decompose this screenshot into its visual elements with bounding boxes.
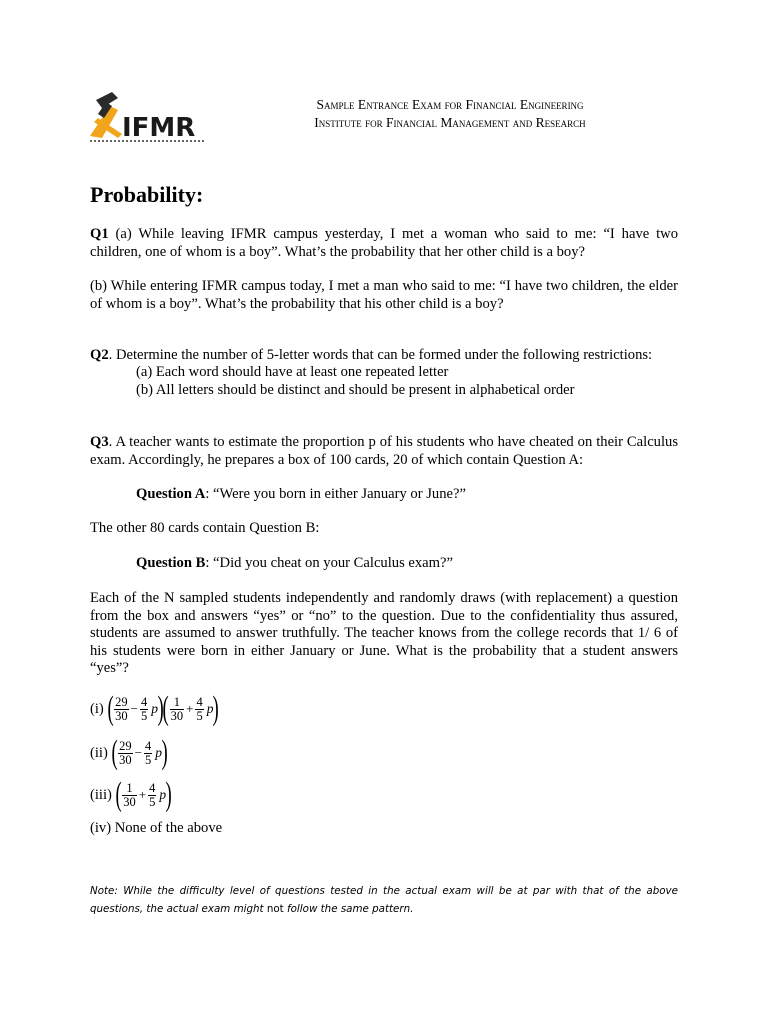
q3-text: Q3. A teacher wants to estimate the proportion p of his students who have cheated on their Calculus exam. Accordingly, he prepares a box of 100 cards, 20 of which contain Question A: [90,434,678,468]
option-i: (i) ( $\frac{29}{30}$ − $\frac{4}{5}$ p ) ( $\frac{1}{30}$ + $\frac{4}{5}$ p ) [90,690,220,727]
question-a: Question A: “Were you born in either January or June?” [136,486,466,502]
footer-note: Note: While the difficulty level of questions tested in the actual exam will be at par with that of the above questions, the actual exam might not follow the same pattern. [90,885,678,915]
option-iii: (iii) ( $\frac{1}{30}$ + $\frac{4}{5}$ p ) [90,776,172,813]
header-institute: Institute for Financial Management and Research [314,115,586,130]
q3-body: Each of the N sampled students independently and randomly draws (with replacement) a question from the box and answers “yes” or “no” to the question. Due to the confidentiality thus assured, students are assumed to answer truthfully. The teacher knows from the college records that 1/ 6 of his students were born in either January or June. What is the probability that a student answers “yes”? [90,590,678,676]
q1-part-a: Q1 (a) While leaving IFMR campus yesterday, I met a woman who said to me: “I have two children, one of whom is a boy”. What’s the probability that her other child is a boy? [90,226,678,260]
section-title: Probability: [90,182,204,207]
svg-text:IFMR: IFMR [122,113,196,143]
q3-other-cards: The other 80 cards contain Question B: [90,520,320,536]
q1-label: Q1 [90,226,109,242]
option-iv: (iv) None of the above [90,820,223,836]
header-exam-title: Sample Entrance Exam for Financial Engineering [316,97,584,112]
question-b: Question B: “Did you cheat on your Calculus exam?” [136,555,453,571]
q2-part-b: (b) All letters should be distinct and should be present in alphabetical order [136,382,575,398]
q3-label: Q3 [90,434,109,450]
option-ii: (ii) ( $\frac{29}{30}$ − $\frac{4}{5}$ p ) [90,734,168,771]
q2-text: Q2. Determine the number of 5-letter words that can be formed under the following restrictions: [90,347,653,363]
q2-label: Q2 [90,347,109,363]
ifmr-logo [88,88,208,144]
q2-part-a: (a) Each word should have at least one repeated letter [136,364,449,380]
q1-part-b: (b) While entering IFMR campus today, I met a man who said to me: “I have two children, the elder of whom is a boy”. What’s the probability that his other child is a boy? [90,278,678,312]
